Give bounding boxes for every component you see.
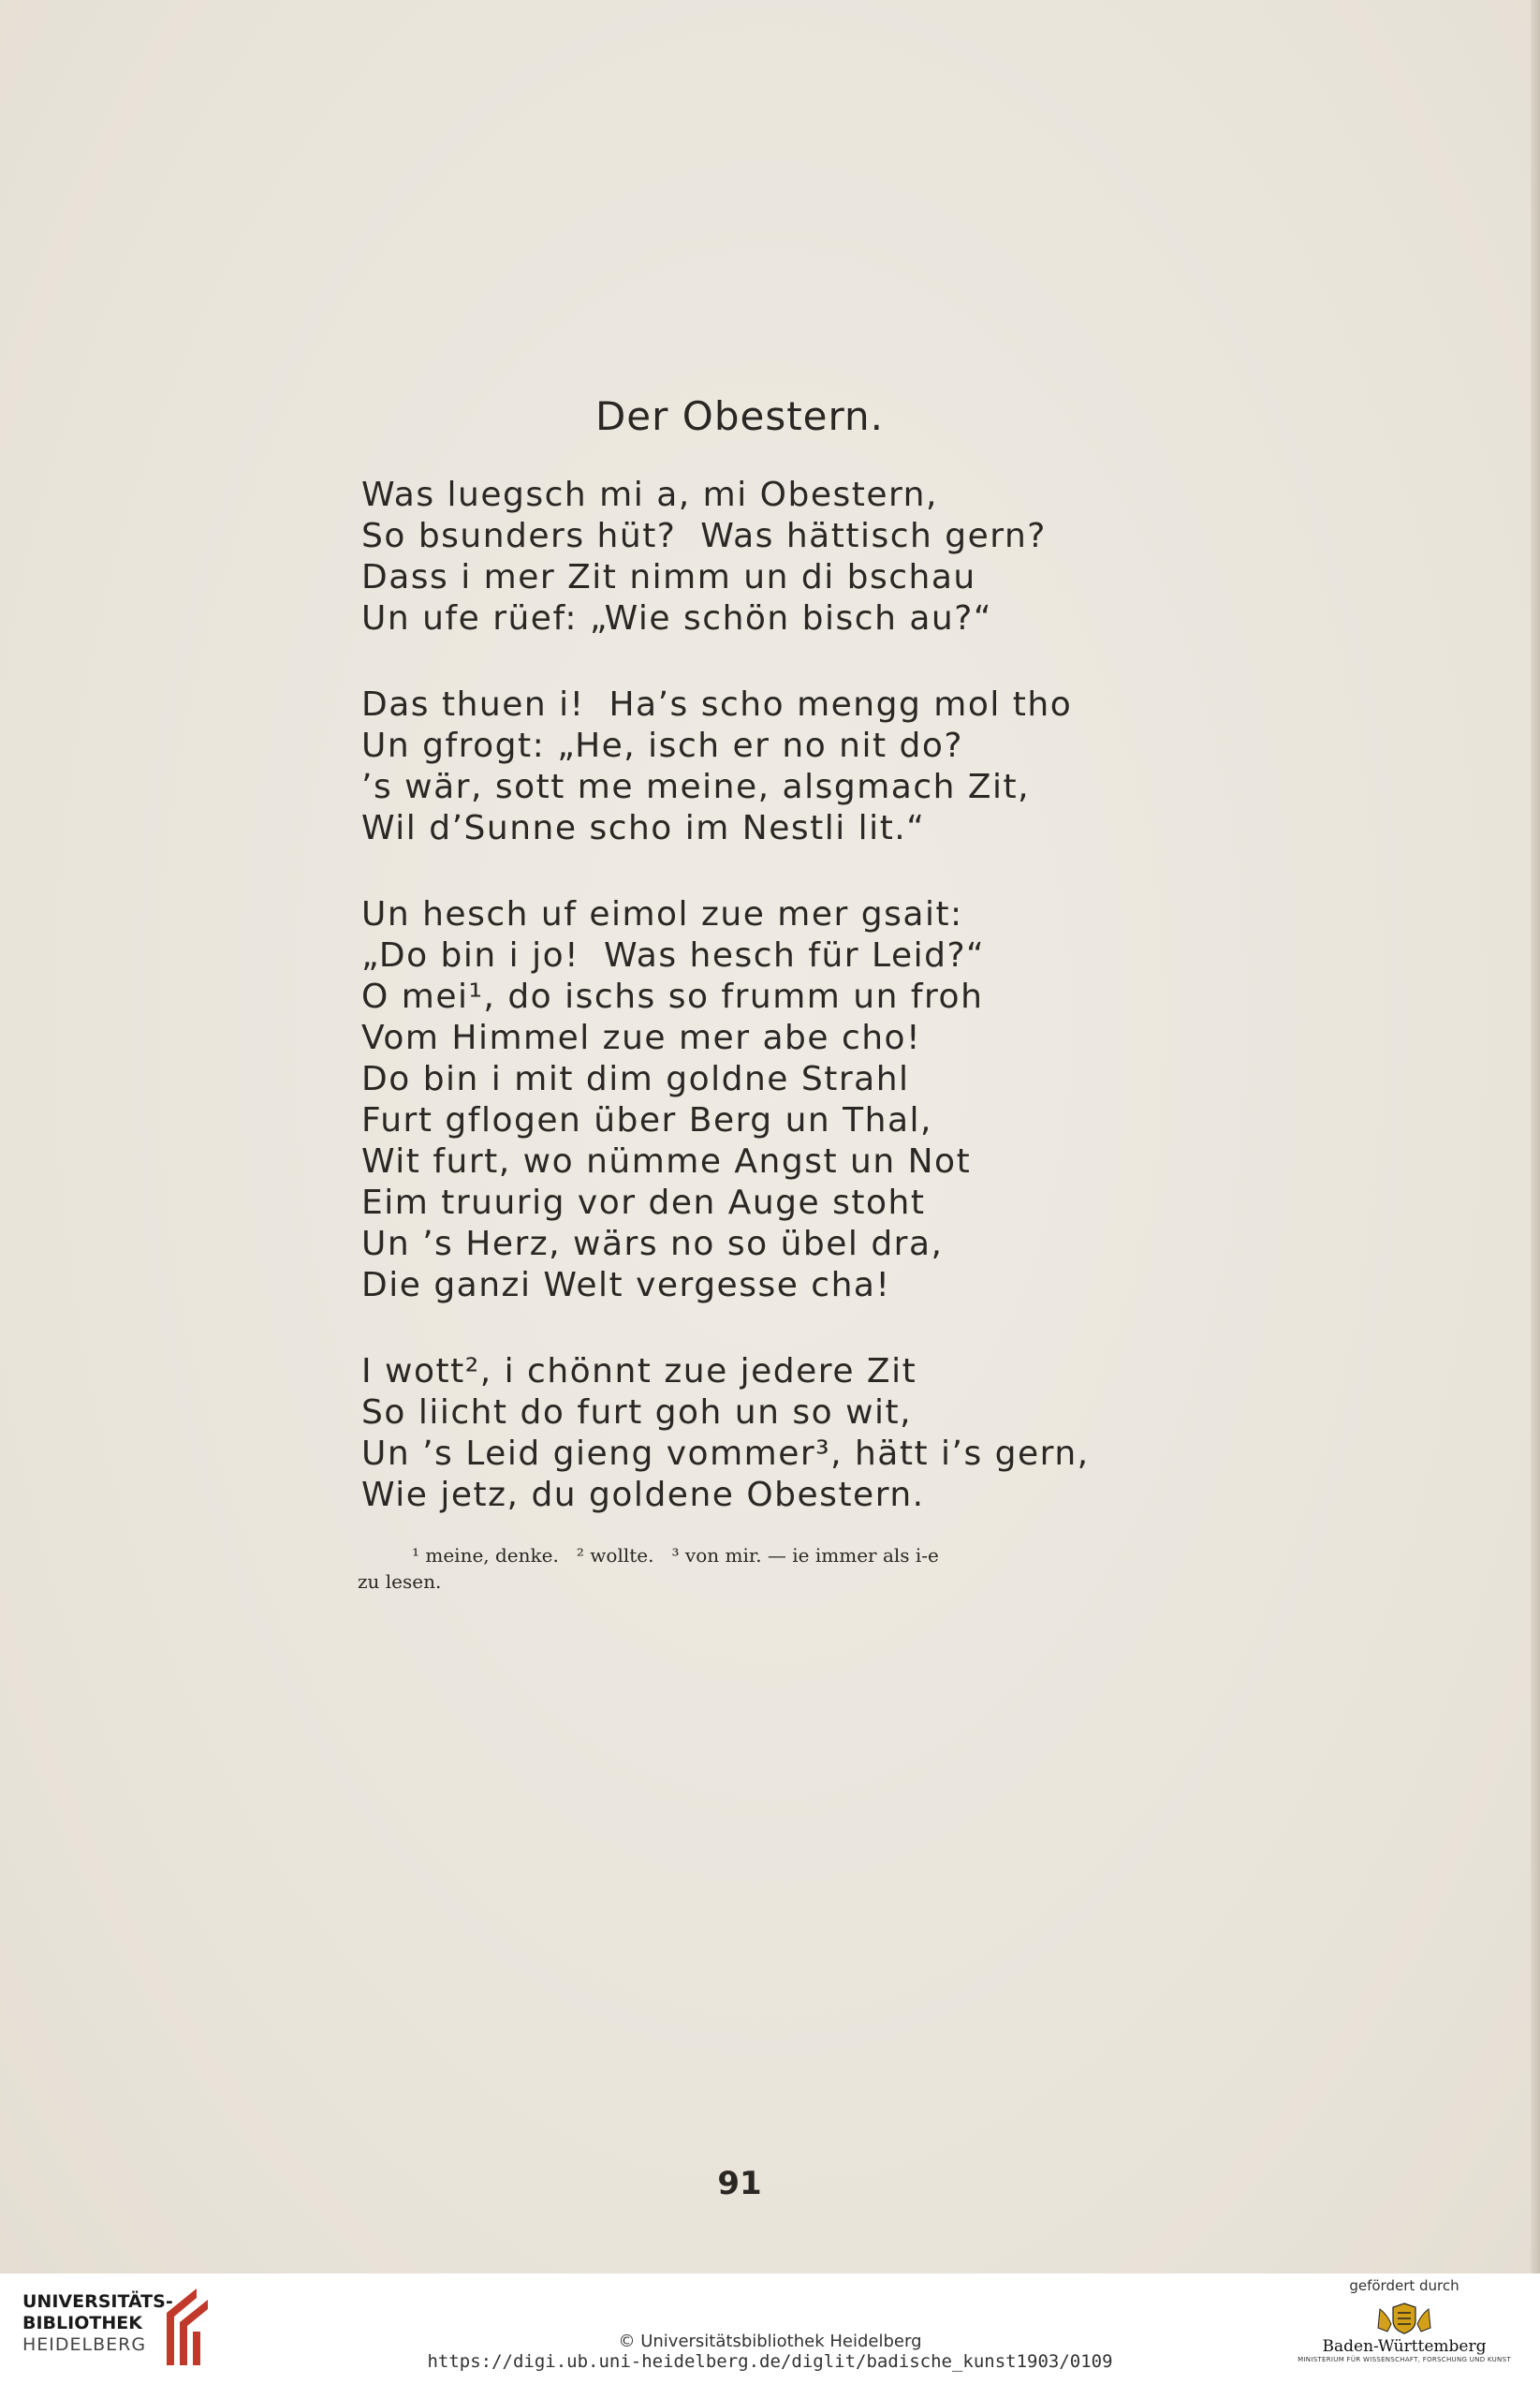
library-name-line1: UNIVERSITÄTS-: [22, 2291, 173, 2312]
copyright-notice: © Universitätsbibliothek Heidelberg: [618, 2332, 922, 2351]
funding-credit[interactable]: [1283, 2274, 1526, 2363]
poem-line: Un ufe rüef: „Wie schön bisch au?“: [361, 599, 992, 638]
funded-by-label: gefördert durch: [1349, 2277, 1459, 2294]
poem-line: Un gfrogt: „He, isch er no nit do?: [361, 727, 964, 765]
poem-line: Eim truurig vor den Auge stoht: [361, 1184, 926, 1222]
poem-line: Un ’s Leid gieng vommer³, hätt i’s gern,: [361, 1435, 1090, 1473]
poem-line: Un hesch uf eimol zue mer gsait:: [361, 895, 963, 934]
library-name-line2: BIBLIOTHEK: [22, 2313, 142, 2333]
footnote-line: ¹ meine, denke. ² wollte. ³ von mir. — ie immer als i-e: [412, 1544, 939, 1567]
poem-line: Vom Himmel zue mer abe cho!: [361, 1019, 922, 1057]
poem-body: [361, 475, 1204, 1561]
poem-line: Das thuen i! Ha’s scho mengg mol tho: [361, 685, 1073, 724]
state-crest-icon: [1367, 2300, 1442, 2335]
poem-line: So liicht do furt goh un so wit,: [361, 1393, 913, 1432]
stanza-4: [361, 1351, 1204, 1516]
stanza-3: [361, 894, 1204, 1306]
poem-line: ’s wär, sott me meine, alsgmach Zit,: [361, 768, 1031, 806]
ministry-name: MINISTERIUM FÜR WISSENSCHAFT, FORSCHUNG UND KUNST: [1298, 2356, 1511, 2363]
state-name: Baden-Württemberg: [1322, 2337, 1487, 2356]
poem-line: Do bin i mit dim goldne Strahl: [361, 1060, 910, 1098]
poem-line: I wott², i chönnt zue jedere Zit: [361, 1352, 917, 1391]
stanza-2: [361, 684, 1204, 849]
poem-line: Wit furt, wo nümme Angst un Not: [361, 1142, 972, 1181]
library-name-line3: HEIDELBERG: [22, 2334, 147, 2355]
poem-line: „Do bin i jo! Was hesch für Leid?“: [361, 936, 986, 975]
page-edge: [1531, 0, 1540, 2274]
footnote-line: zu lesen.: [358, 1570, 442, 1593]
poem-line: Die ganzi Welt vergesse cha!: [361, 1266, 891, 1304]
source-url-link[interactable]: https://digi.ub.uni-heidelberg.de/diglit/badische_kunst1903/0109: [427, 2351, 1113, 2372]
poem-line: So bsunders hüt? Was hättisch gern?: [361, 517, 1047, 555]
poem-line: Dass i mer Zit nimm un di bschau: [361, 558, 976, 596]
poem-line: Un ’s Herz, wärs no so übel dra,: [361, 1225, 944, 1263]
poem-line: O mei¹, do ischs so frumm un froh: [361, 978, 984, 1016]
stanza-1: [361, 475, 1204, 640]
poem-line: Was luegsch mi a, mi Obestern,: [361, 476, 938, 514]
poem-line: Furt gflogen über Berg un Thal,: [361, 1101, 932, 1140]
poem-title: Der Obestern.: [594, 393, 885, 439]
poem-line: Wie jetz, du goldene Obestern.: [361, 1476, 925, 1514]
footnotes: [358, 1542, 1144, 1595]
poem-line: Wil d’Sunne scho im Nestli lit.“: [361, 809, 926, 847]
page-number: 91: [717, 2165, 762, 2202]
